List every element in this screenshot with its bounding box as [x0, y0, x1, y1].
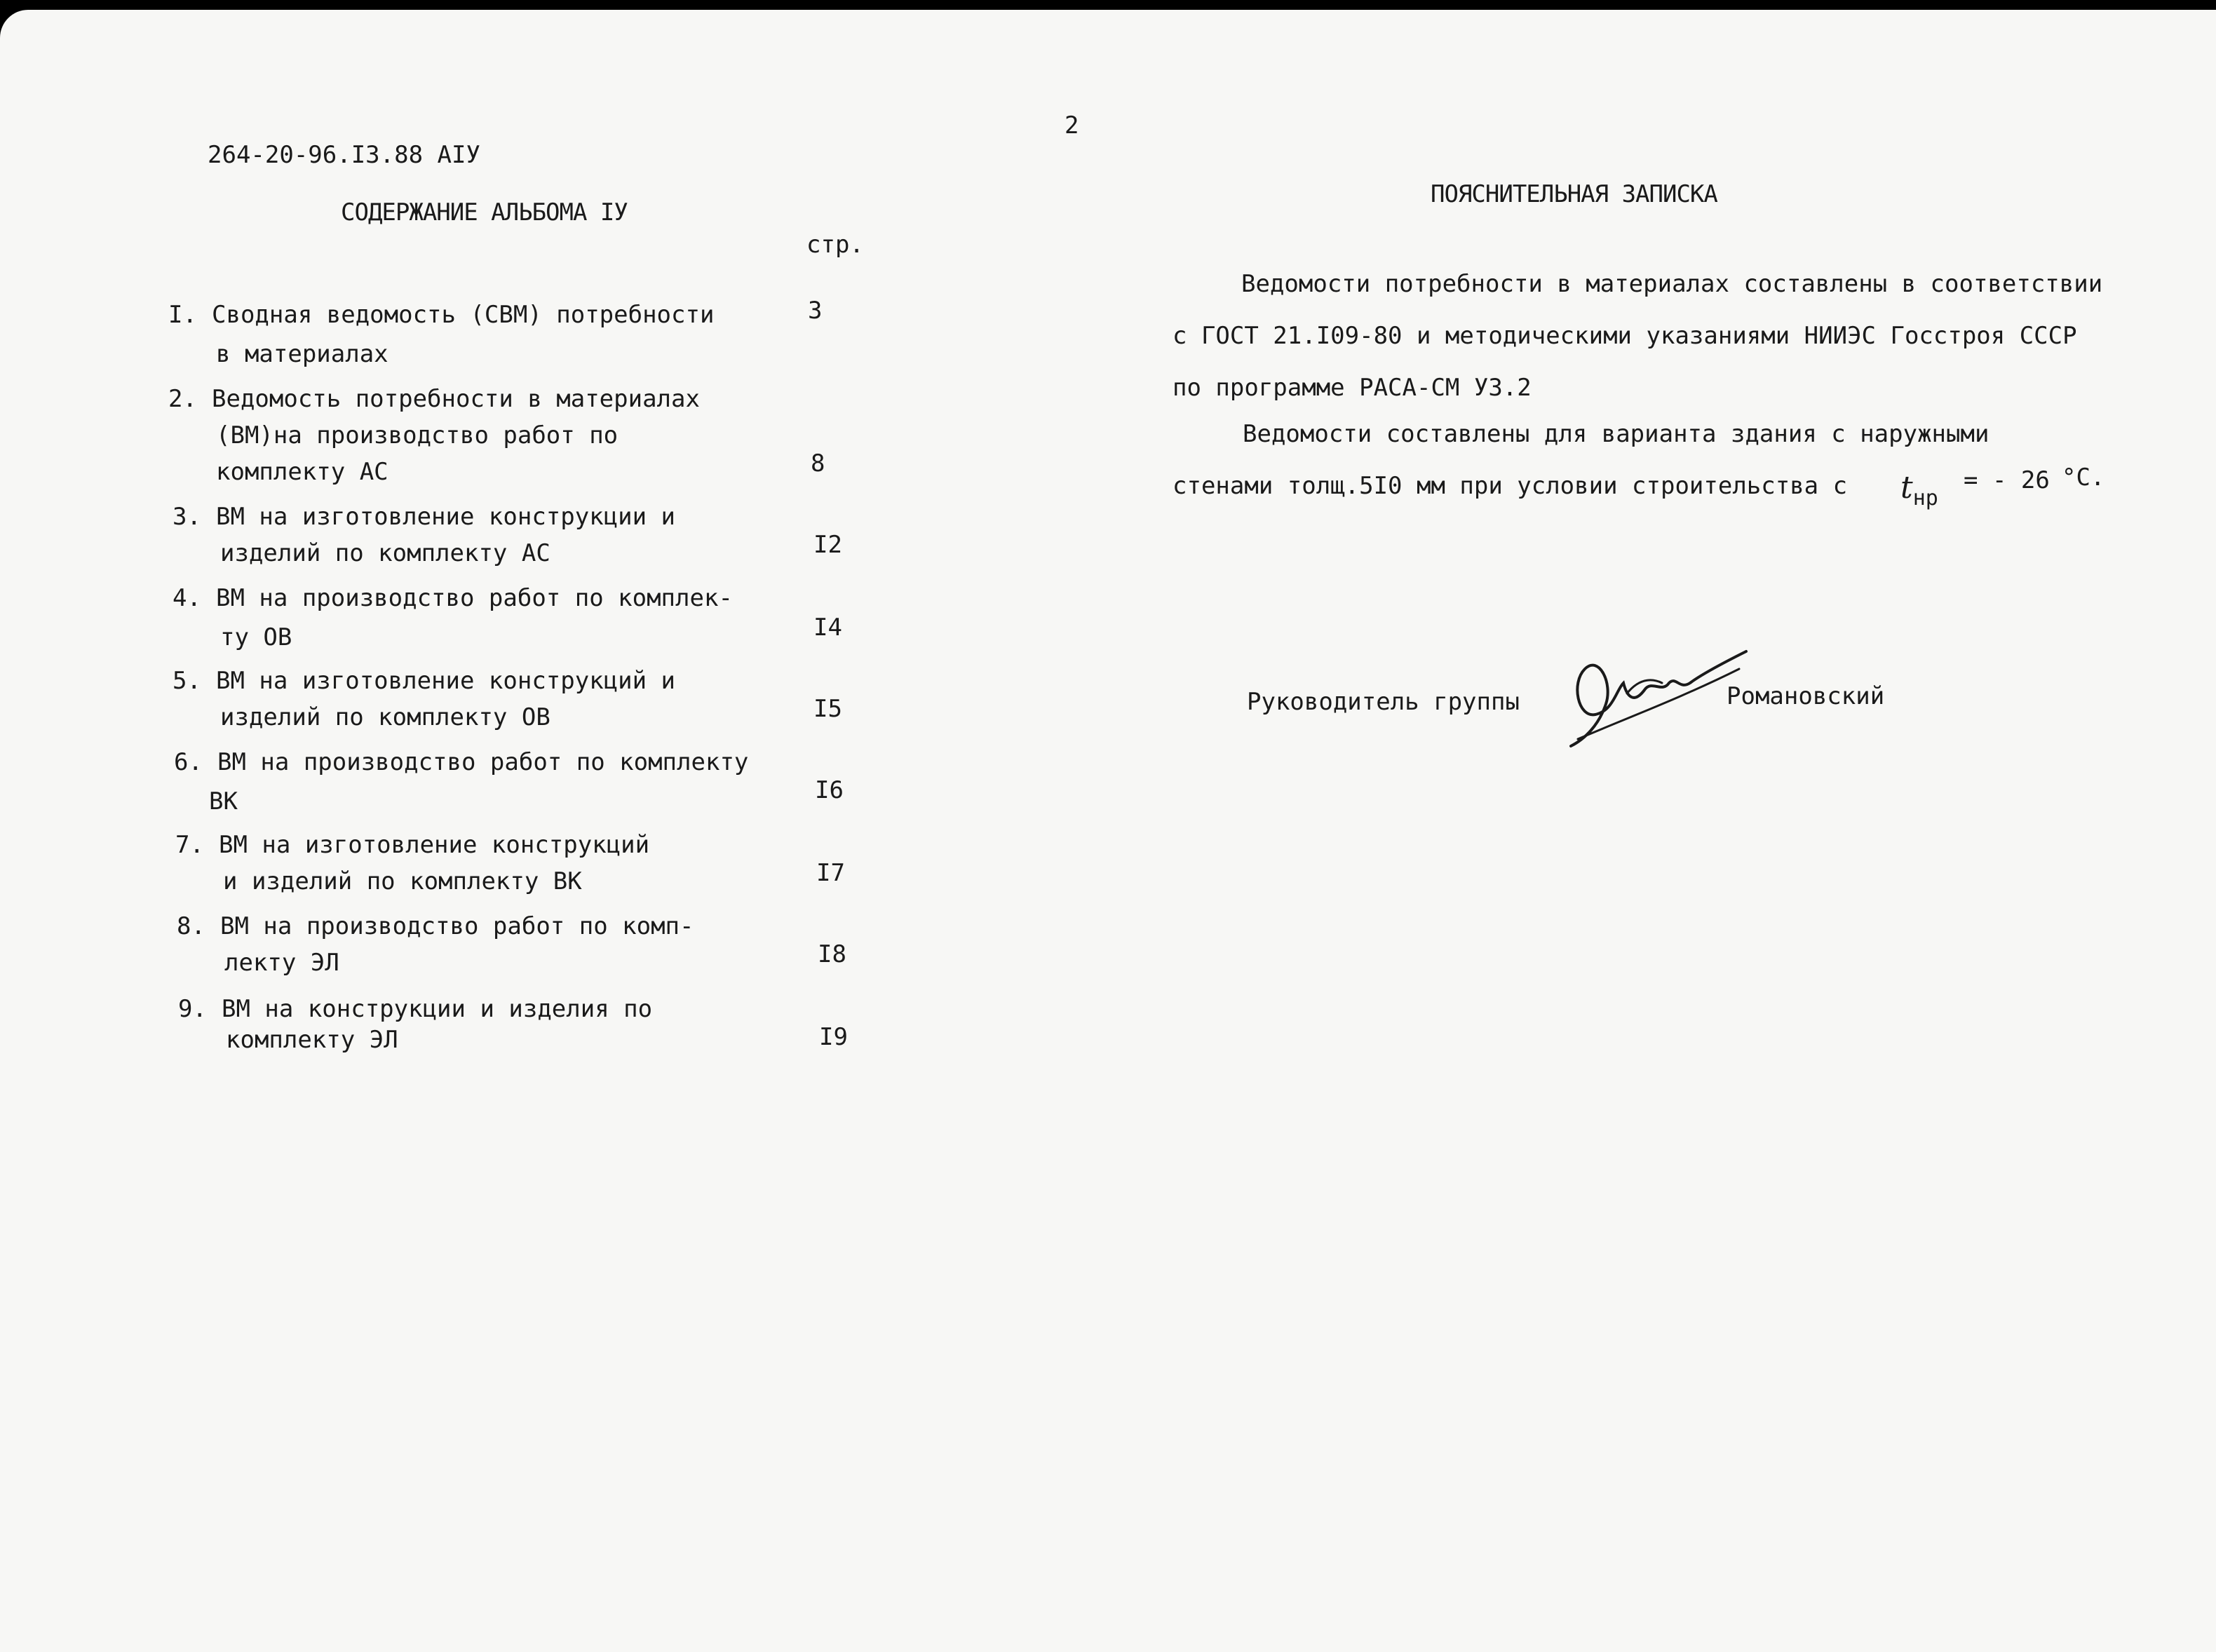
toc-item-text-line: ВМ на изготовление конструкций [219, 831, 650, 859]
signature-name: Романовский [1727, 682, 1885, 710]
toc-item-number: 5. [173, 667, 201, 695]
toc-item-text-line: (ВМ)на производство работ по [216, 421, 619, 449]
toc-item-page: I4 [813, 614, 842, 642]
toc-item-text-line: в материалах [216, 340, 389, 368]
toc-item-page: I2 [813, 531, 842, 559]
toc-item-number: I. [168, 301, 197, 329]
toc-item-number: 9. [178, 995, 207, 1023]
note-paragraph1-line3: по программе РАСА-СМ У3.2 [1173, 374, 1532, 402]
document-code: 264-20-96.I3.88 AIУ [208, 141, 480, 169]
page-number: 2 [1065, 111, 1079, 140]
toc-item-page: I7 [816, 859, 845, 887]
toc-item-text-line: ВМ на производство работ по комплекту [217, 748, 749, 776]
temperature-value: = - 26 [1964, 466, 2050, 494]
note-paragraph1-line1: Ведомости потребности в материалах составлены в соответствии [1241, 270, 2103, 298]
toc-item-text-line: ту ОВ [220, 623, 292, 651]
document-page [0, 10, 2216, 1652]
toc-item-text-line: изделий по комплекту АС [220, 539, 550, 567]
toc-item-text-line: ВМ на конструкции и изделия по [222, 995, 653, 1023]
temperature-symbol [1900, 470, 1938, 510]
note-title: ПОЯСНИТЕЛЬНАЯ ЗАПИСКА [1431, 180, 1717, 208]
toc-item-text-line: комплекту ЭЛ [226, 1026, 398, 1054]
toc-item-page: I5 [813, 695, 842, 723]
toc-item-text-line: ВМ на производство работ по комплек- [216, 584, 733, 612]
toc-page-header: стр. [806, 231, 864, 259]
toc-item-text-line: Сводная ведомость (СВМ) потребности [212, 301, 715, 329]
toc-item-number: 6. [174, 748, 203, 776]
toc-item-number: 3. [173, 503, 201, 531]
toc-item-number: 7. [175, 831, 204, 859]
toc-title: СОДЕРЖАНИЕ АЛЬБОМА IУ [341, 198, 628, 226]
toc-item-text-line: ВМ на производство работ по комп- [220, 912, 694, 940]
toc-item-page: 8 [811, 449, 825, 478]
toc-item-page: I8 [818, 940, 846, 968]
toc-item-page: I9 [819, 1023, 848, 1051]
toc-item-text-line: ВМ на изготовление конструкций и [216, 667, 676, 695]
toc-item-number: 2. [168, 385, 197, 413]
toc-item-text-line: Ведомость потребности в материалах [212, 385, 700, 413]
signature-role: Руководитель группы [1247, 688, 1520, 716]
toc-item-text-line: ВМ на изготовление конструкции и [216, 503, 676, 531]
toc-item-text-line: изделий по комплекту ОВ [220, 703, 550, 731]
temperature-t: t [1900, 470, 1913, 506]
temperature-unit: °С. [2062, 463, 2105, 492]
toc-item-text-line: комплекту АС [216, 458, 389, 486]
temperature-subscript: нр [1912, 486, 1938, 510]
toc-item-number: 4. [173, 584, 201, 612]
toc-item-text-line: и изделий по комплекту ВК [223, 867, 582, 895]
toc-item-number: 8. [177, 912, 205, 940]
toc-item-page: 3 [808, 297, 823, 325]
note-paragraph1-line2: с ГОСТ 21.I09-80 и методическими указаниями НИИЭС Госстроя СССР [1173, 322, 2077, 350]
toc-item-text-line: лекту ЭЛ [224, 949, 339, 977]
toc-item-page: I6 [815, 776, 844, 804]
note-paragraph2-line1: Ведомости составлены для варианта здания с наружными [1243, 420, 1989, 448]
note-paragraph2-line2: стенами толщ.5I0 мм при условии строительства с [1173, 472, 1848, 500]
toc-item-text-line: ВК [209, 787, 238, 815]
